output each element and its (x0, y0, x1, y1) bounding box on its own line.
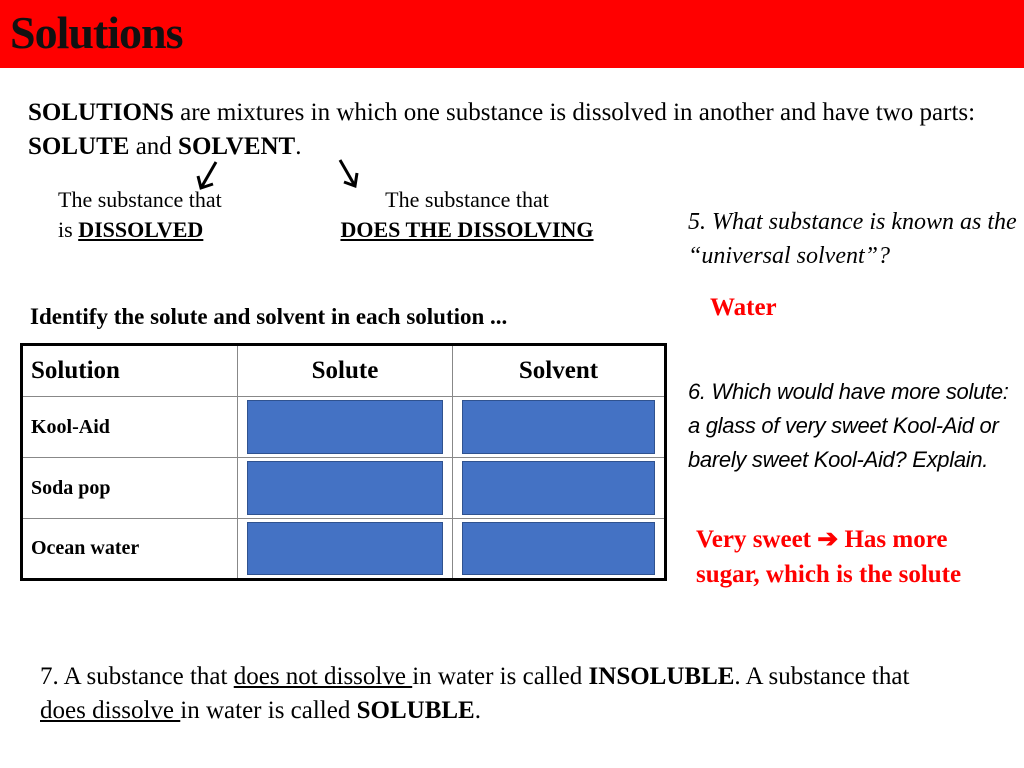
solute-cell (238, 458, 453, 519)
solution-cell: Soda pop (22, 458, 238, 519)
hidden-answer-box[interactable] (462, 522, 655, 575)
header-solution: Solution (22, 345, 238, 397)
q7-underlined: does dissolve (40, 697, 181, 724)
solution-cell: Kool-Aid (22, 397, 238, 458)
table-caption: Identify the solute and solvent in each solution ... (30, 304, 508, 329)
hidden-answer-box[interactable] (462, 461, 655, 515)
table-row (22, 458, 666, 519)
intro-part: . (295, 133, 302, 160)
answer-5: Water (710, 294, 777, 321)
table-row (22, 519, 666, 580)
table-header-row (22, 345, 666, 397)
q7-part: in water is called (180, 697, 357, 724)
solutions-table (20, 343, 667, 581)
header-solute: Solute (238, 345, 453, 397)
intro-part: are mixtures in which one substance is dissolved in another and have two parts: (173, 99, 976, 126)
dissolved-term: DISSOLVED (78, 217, 204, 242)
answer-part: Has more sugar, which is the solute (696, 526, 962, 588)
q7-part: . A substance that (734, 663, 910, 690)
solute-cell (238, 397, 453, 458)
solute-cell (238, 519, 453, 580)
arrow-right-icon: ➔ (817, 526, 839, 553)
soluble-term: SOLUBLE (356, 697, 475, 724)
solution-cell: Ocean water (22, 519, 238, 580)
solvent-cell (453, 458, 666, 519)
hidden-answer-box[interactable] (247, 522, 443, 575)
hidden-answer-box[interactable] (247, 400, 443, 454)
slide-title: Solutions (10, 7, 183, 58)
solute-term: SOLUTE (28, 133, 130, 160)
solvent-definition (320, 185, 614, 245)
def-line: The substance that (58, 187, 222, 212)
arrow-down-right-icon (340, 160, 357, 186)
q7-part: 7. A substance that (40, 663, 234, 690)
intro-text (28, 96, 998, 164)
hidden-answer-box[interactable] (462, 400, 655, 454)
header-solvent: Solvent (453, 345, 666, 397)
def-line: is (58, 217, 79, 242)
q7-underlined: does not dissolve (233, 663, 413, 690)
q7-part: . (474, 697, 481, 724)
solutions-term: SOLUTIONS (28, 99, 174, 126)
solvent-cell (453, 519, 666, 580)
hidden-answer-box[interactable] (247, 461, 443, 515)
intro-part: and (129, 133, 179, 160)
does-dissolving-term: DOES THE DISSOLVING (340, 217, 594, 242)
table-row (22, 397, 666, 458)
question-5: 5. What substance is known as the “universal solvent”? (688, 209, 1017, 269)
question-7 (40, 660, 920, 728)
q7-part: in water is called (412, 663, 589, 690)
solvent-cell (453, 397, 666, 458)
answer-6 (696, 522, 1016, 592)
insoluble-term: INSOLUBLE (588, 663, 735, 690)
solvent-term: SOLVENT (178, 133, 296, 160)
def-line: The substance that (385, 187, 549, 212)
question-6: 6. Which would have more solute: a glass of very sweet Kool-Aid or barely sweet Kool-Aid? Explain. (688, 379, 1009, 472)
answer-part: Very sweet (696, 526, 818, 553)
solute-definition (58, 185, 222, 245)
